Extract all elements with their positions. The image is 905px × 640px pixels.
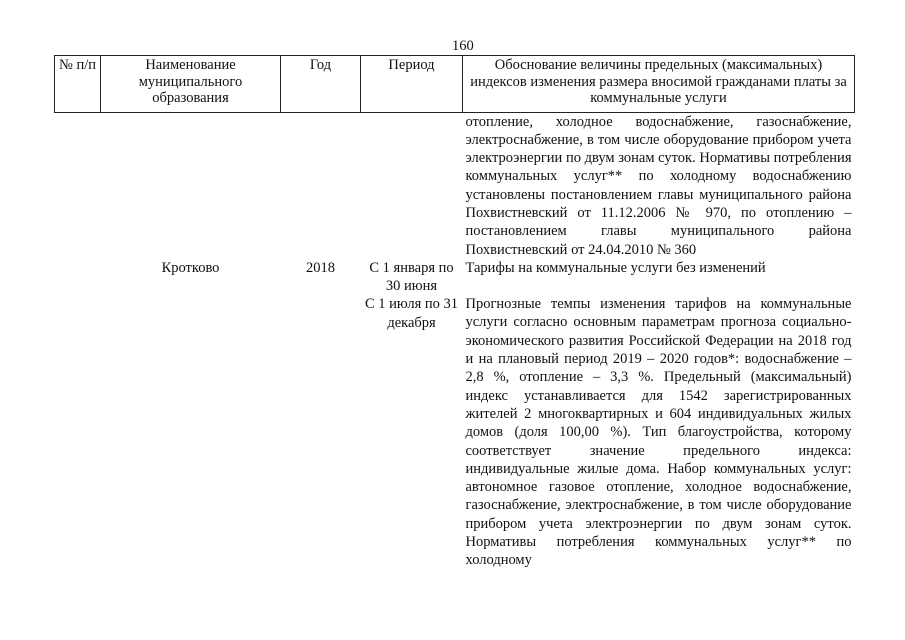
municipality-name: Кротково	[161, 259, 220, 276]
year-value: 2018	[306, 259, 335, 276]
header-year: Год	[281, 56, 361, 113]
basis-forecast-text: Прогнозные темпы изменения тарифов на коммунальные услуги согласно основным параметрам прогноза социально-экономического развития Российской Федерации на 2018 год и на плановый период 2019 – 2020 годов*: водоснабжение – 2,8 %, отопление – 3,3 %. Предельный (максимальный) индекс устанавливается для 1542 зарегистрированных жителей 2 многоквартирных и 604 индивидуальных жилых домов (доля 100,00 %). Тип благоустройства, которому соответствует значение предельного индекса: индивидуальные жилые дома. Набор коммунальных услуг: автономное газовое отопление, холодное водоснабжение, газоснабжение, электроснабжение, в том числе оборудование прибором учета электроэнергии по двум зонам суток. Нормативы потребления коммунальных услуг** по холодному	[465, 296, 852, 569]
page-number: 160	[452, 38, 474, 54]
period-first-half: С 1 января по 30 июня	[369, 259, 454, 295]
header-basis: Обоснование величины предельных (максимальных) индексов изменения размера вносимой гражданами платы за коммунальные услуги	[463, 56, 855, 113]
header-number: № п/п	[55, 56, 101, 113]
header-period: Период	[361, 56, 463, 113]
table-row	[55, 259, 855, 570]
tariff-table	[54, 55, 855, 570]
basis-no-change-text: Тарифы на коммунальные услуги без изменений	[465, 259, 766, 276]
table-header-row	[55, 56, 855, 113]
basis-continued-text: отопление, холодное водоснабжение, газоснабжение, электроснабжение, в том числе оборудование прибором учета электроэнергии по двум зонам суток. Нормативы потребления коммунальных услуг** по холодному водоснабжению установлены постановлением главы муниципального района Похвистневский от 11.12.2006 № 970, по отоплению – постановлением главы муниципального района Похвистневский от 24.04.2010 № 360	[465, 113, 852, 258]
basis-cell	[463, 259, 855, 570]
table-row-continuation	[55, 112, 855, 259]
period-cell	[361, 259, 463, 570]
period-second-half: С 1 июля по 31 декабря	[364, 296, 459, 331]
header-municipality-name: Наименование муниципального образования	[101, 56, 281, 113]
